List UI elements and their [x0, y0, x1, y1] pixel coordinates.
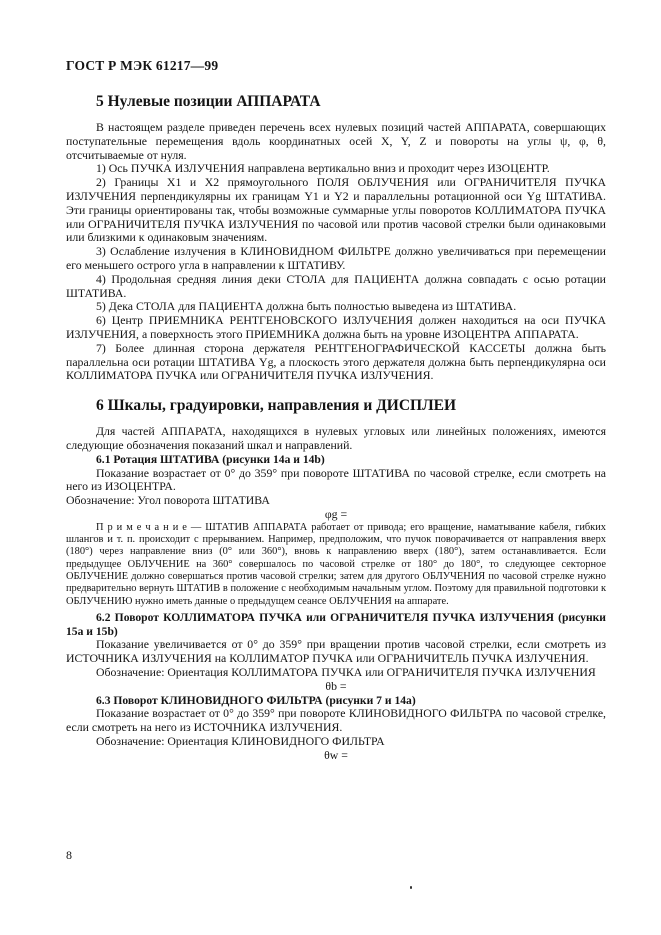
- scan-speck: [410, 886, 412, 889]
- section-6-intro: Для частей АППАРАТА, находящихся в нулевых угловых или линейных положениях, имеются следующие обозначения показаний шкал и направлений.: [66, 424, 606, 452]
- section-5-intro: В настоящем разделе приведен перечень всех нулевых позиций частей АППАРАТА, совершающих поступательные перемещения вдоль координатных осей X, Y, Z и повороты на углы ψ, φ, θ, отсчитываемые от нуля.: [66, 120, 606, 162]
- section-6-title: 6 Шкалы, градуировки, направления и ДИСПЛЕИ: [96, 397, 457, 415]
- section-5-item-4: 4) Продольная средняя линия деки СТОЛА для ПАЦИЕНТА должна совпадать с осью ротации ШТАТИВА.: [66, 271, 606, 300]
- section-6-3-designation: Обозначение: Ориентация КЛИНОВИДНОГО ФИЛЬТРА: [96, 733, 385, 748]
- section-6-1-note: [66, 522, 606, 608]
- section-6-1-designation: Обозначение: Угол поворота ШТАТИВА: [66, 493, 270, 508]
- section-5-item-1: 1) Ось ПУЧКА ИЗЛУЧЕНИЯ направлена вертикально вниз и проходит через ИЗОЦЕНТР.: [96, 161, 550, 176]
- page-number: 8: [66, 848, 72, 862]
- section-6-2-title: 6.2 Поворот КОЛЛИМАТОРА ПУЧКА или ОГРАНИЧИТЕЛЯ ПУЧКА ИЗЛУЧЕНИЯ (рисунки 15а и 15b): [66, 610, 606, 638]
- section-6-3-text: Показание возрастает от 0° до 359° при повороте КЛИНОВИДНОГО ФИЛЬТРА по часовой стрелке, если смотреть на него из ИСТОЧНИКА ИЗЛУЧЕНИЯ.: [66, 706, 606, 735]
- standard-header: ГОСТ Р МЭК 61217—99: [66, 58, 219, 73]
- section-6-3-title: 6.3 Поворот КЛИНОВИДНОГО ФИЛЬТРА (рисунки 7 и 14а): [96, 693, 416, 707]
- section-5-item-3: 3) Ослабление излучения в КЛИНОВИДНОМ ФИЛЬТРЕ должно увеличиваться при перемещении его меньшего острого угла в направлении к ШТАТИВУ.: [66, 244, 606, 272]
- section-5-item-5: 5) Дека СТОЛА для ПАЦИЕНТА должна быть полностью выведена из ШТАТИВА.: [96, 299, 517, 314]
- section-5-item-2: 2) Границы X1 и X2 прямоугольного ПОЛЯ ОБЛУЧЕНИЯ или ОГРАНИЧИТЕЛЯ ПУЧКА ИЗЛУЧЕНИЯ перпендикулярны их границам Y1 и Y2 и параллельны ротационной оси Yg ШТАТИВА. Эти границы ориентированы так, чтобы возможные суммарные углы поворотов КОЛЛИМАТОРА ПУЧКА или ОГРАНИЧИТЕЛЯ ПУЧКА ИЗЛУЧЕНИЯ по часовой или против часовой стрелки были одинаковыми или близкими к одинаковым значениям.: [66, 175, 606, 245]
- section-6-2-text: Показание увеличивается от 0° до 359° при вращении против часовой стрелки, если смотреть из ИСТОЧНИКА ИЗЛУЧЕНИЯ на КОЛЛИМАТОР ПУЧКА или ОГРАНИЧИТЕЛЬ ПУЧКА ИЗЛУЧЕНИЯ.: [66, 637, 606, 666]
- section-5-item-7: 7) Более длинная сторона держателя РЕНТГЕНОГРАФИЧЕСКОЙ КАССЕТЫ должна быть параллельна оси ротации ШТАТИВА Yg, а плоскость этого держателя должна быть перпендикулярна оси КОЛЛИМАТОРА ПУЧКА или ОГРАНИЧИТЕЛЯ ПУЧКА ИЗЛУЧЕНИЯ.: [66, 340, 606, 383]
- section-6-2-symbol: θb =: [325, 678, 347, 693]
- section-5-title: 5 Нулевые позиции АППАРАТА: [96, 93, 321, 110]
- section-6-1-title: 6.1 Ротация ШТАТИВА (рисунки 14а и 14b): [96, 452, 325, 466]
- section-5-item-6: 6) Центр ПРИЕМНИКА РЕНТГЕНОВСКОГО ИЗЛУЧЕНИЯ должен находиться на оси ПУЧКА ИЗЛУЧЕНИЯ, а поверхность этого ПРИЕМНИКА должна быть на уровне ИЗОЦЕНТРА АППАРАТА.: [66, 313, 606, 341]
- note-text: — ШТАТИВ АППАРАТА работает от привода; его вращение, наматывание кабеля, гибких шлангов и т. п. происходит с прерыванием. Например, предположим, что пучок поворачивается от направления вверх (180°) через направление вниз (0° или 360°), вновь к направлению вверх (180°), затем останавливается. Если предыдущее ОБЛУЧЕНИЕ на 360° совершалось по часовой стрелке от 180° до 180°, то следующее секторное ОБЛУЧЕНИЕ должно совершаться против часовой стрелки; затем для другого ОБЛУЧЕНИЯ по часовой стрелке нужно предварительно вернуть ШТАТИВ в положение с необходимым начальным углом. Поэтому для правильной подготовки к ОБЛУЧЕНИЮ нужно иметь данные о предыдущем сеансе ОБЛУЧЕНИЯ на аппарате.: [66, 521, 606, 607]
- note-label: П р и м е ч а н и е: [96, 521, 187, 533]
- section-6-3-symbol: θw =: [324, 747, 348, 762]
- section-6-1-symbol: φg =: [324, 506, 348, 521]
- section-6-2-designation: Обозначение: Ориентация КОЛЛИМАТОРА ПУЧКА или ОГРАНИЧИТЕЛЯ ПУЧКА ИЗЛУЧЕНИЯ: [96, 664, 596, 679]
- page-content: [66, 93, 606, 763]
- section-6-1-text: Показание возрастает от 0° до 359° при повороте ШТАТИВА по часовой стрелке, если смотреть на него из ИЗОЦЕНТРА.: [66, 465, 606, 494]
